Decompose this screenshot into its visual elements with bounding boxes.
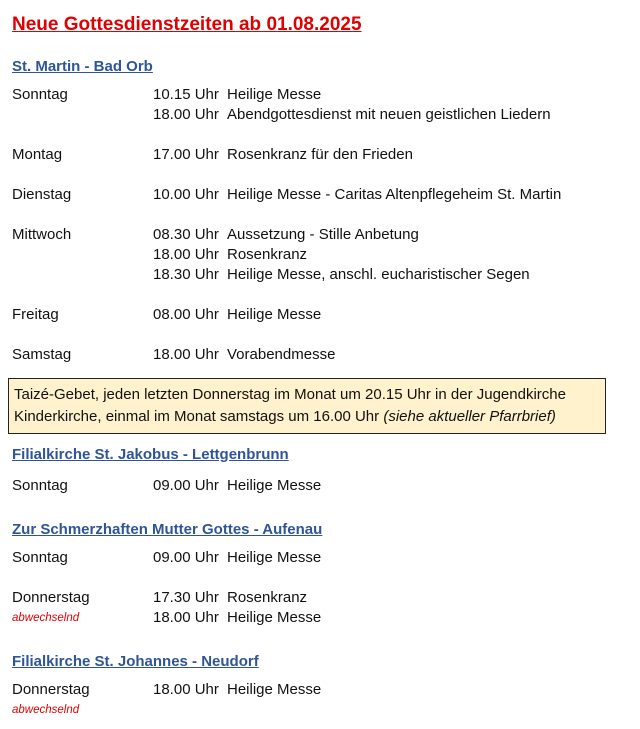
alternating-note: abwechselnd [12,704,80,716]
day-label: Sonntag [12,477,68,494]
info-line-taize: Taizé-Gebet, jeden letzten Donnerstag im Monat um 20.15 Uhr in der Jugendkirche [14,386,566,403]
day-label: Mittwoch [12,226,72,243]
day-label: Sonntag [12,86,68,103]
section-heading-lettgenbrunn: Filialkirche St. Jakobus - Lettgenbrunn [12,446,289,463]
day-label: Dienstag [12,186,72,203]
time-label: 17.00 Uhr [153,146,219,163]
page-title: Neue Gottesdienstzeiten ab 01.08.2025 [12,14,362,35]
day-label: Freitag [12,306,59,323]
time-label: 18.30 Uhr [153,266,219,283]
service-label: Aussetzung - Stille Anbetung [227,226,419,243]
alternating-note: abwechselnd [12,612,80,624]
time-label: 18.00 Uhr [153,246,219,263]
info-line-reference: (siehe aktueller Pfarrbrief) [383,408,556,425]
time-label: 18.00 Uhr [153,609,219,626]
service-label: Heilige Messe [227,681,322,698]
day-label: Sonntag [12,549,68,566]
info-line-text: Kinderkirche, einmal im Monat samstags um 16.00 Uhr [14,408,380,425]
service-label: Rosenkranz [227,589,308,606]
service-label: Heilige Messe, anschl. eucharistischer Segen [227,266,530,283]
day-label: Donnerstag [12,681,90,698]
time-label: 08.30 Uhr [153,226,219,243]
time-label: 10.15 Uhr [153,86,219,103]
time-label: 17.30 Uhr [153,589,219,606]
time-label: 09.00 Uhr [153,477,219,494]
time-label: 18.00 Uhr [153,681,219,698]
service-label: Rosenkranz [227,246,308,263]
day-label: Donnerstag [12,589,90,606]
service-label: Vorabendmesse [227,346,336,363]
service-label: Heilige Messe [227,86,322,103]
day-label: Montag [12,146,63,163]
service-label: Heilige Messe [227,306,322,323]
service-label: Abendgottesdienst mit neuen geistlichen Liedern [227,106,551,123]
service-label: Heilige Messe - Caritas Altenpflegeheim St. Martin [227,186,562,203]
section-heading-st-martin: St. Martin - Bad Orb [12,58,153,75]
time-label: 18.00 Uhr [153,106,219,123]
time-label: 09.00 Uhr [153,549,219,566]
section-heading-aufenau: Zur Schmerzhaften Mutter Gottes - Aufenau [12,521,323,538]
service-label: Heilige Messe [227,477,322,494]
info-line-kinderkirche [14,406,600,428]
time-label: 18.00 Uhr [153,346,219,363]
time-label: 08.00 Uhr [153,306,219,323]
section-heading-neudorf: Filialkirche St. Johannes - Neudorf [12,653,259,670]
time-label: 10.00 Uhr [153,186,219,203]
day-label: Samstag [12,346,72,363]
info-box [8,378,606,434]
service-label: Heilige Messe [227,609,322,626]
service-label: Heilige Messe [227,549,322,566]
service-label: Rosenkranz für den Frieden [227,146,413,163]
